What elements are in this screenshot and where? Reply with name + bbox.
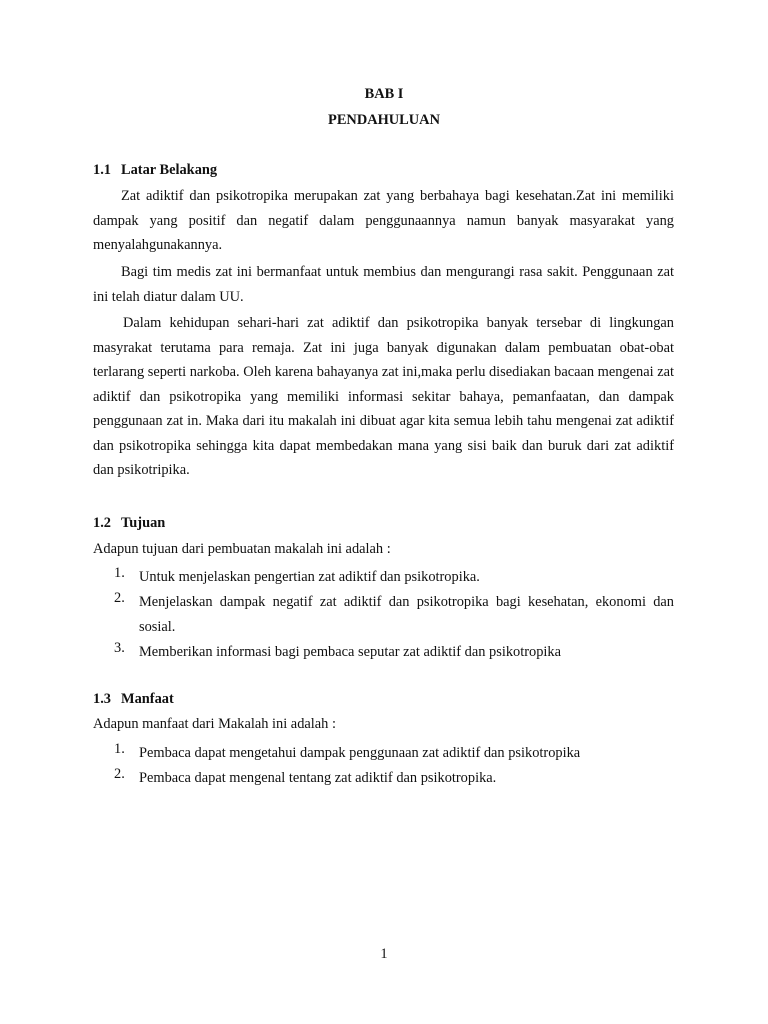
list-number: 2.	[114, 590, 125, 606]
list-text: Memberikan informasi bagi pembaca seputar zat adiktif dan psikotropika	[139, 644, 561, 660]
section-heading-tujuan	[93, 515, 165, 532]
list-item	[114, 640, 674, 665]
section-title: Manfaat	[121, 691, 174, 707]
section-heading-latar-belakang	[93, 162, 217, 179]
list-text: Untuk menjelaskan pengertian zat adiktif dan psikotropika.	[139, 569, 480, 585]
chapter-label: BAB I	[364, 86, 404, 102]
section-heading-manfaat	[93, 691, 174, 708]
section-intro: Adapun manfaat dari Makalah ini adalah :	[93, 716, 336, 732]
section-title: Tujuan	[121, 515, 166, 531]
list-number: 1.	[114, 565, 125, 581]
paragraph: Bagi tim medis zat ini bermanfaat untuk membius dan mengurangi rasa sakit. Penggunaan zat ini telah diatur dalam UU.	[93, 264, 674, 305]
list-item	[114, 766, 674, 791]
paragraph: Zat adiktif dan psikotropika merupakan zat yang berbahaya bagi kesehatan.Zat ini memiliki dampak yang positif dan negatif dalam penggunaannya namun banyak masyarakat yang menyalahgunakannya.	[93, 188, 674, 253]
list-item	[114, 565, 674, 590]
list-number: 2.	[114, 766, 125, 782]
section-number: 1.3	[93, 691, 111, 707]
paragraph: Dalam kehidupan sehari-hari zat adiktif dan psikotropika banyak tersebar di lingkungan masyrakat terutama para remaja. Zat ini juga banyak digunakan dalam pembuatan obat-obat terlarang seperti narkoba. Oleh karena bahayanya zat ini,maka perlu disediakan bacaan mengenai zat adiktif dan psikotropika yang memiliki informasi sekitar bahaya, pemanfaatan, dan dampak penggunaan zat in. Maka dari itu makalah ini dibuat agar kita semua lebih tahu mengenai zat adiktif dan psikotropika sehingga kita dapat membedakan mana yang sisi baik dan buruk dari zat adiktif dan psikotripika.	[93, 315, 674, 478]
list-text: Pembaca dapat mengenal tentang zat adiktif dan psikotropika.	[139, 770, 497, 786]
list-text: Pembaca dapat mengetahui dampak penggunaan zat adiktif dan psikotropika	[139, 745, 581, 761]
list-item	[114, 741, 674, 766]
page-number: 1	[380, 946, 388, 962]
list-number: 1.	[114, 741, 125, 757]
list-text: Menjelaskan dampak negatif zat adiktif dan psikotropika bagi kesehatan, ekonomi dan sosial.	[139, 594, 674, 635]
section-intro: Adapun tujuan dari pembuatan makalah ini adalah :	[93, 541, 391, 557]
section-number: 1.1	[93, 162, 111, 178]
list-number: 3.	[114, 640, 125, 656]
list-item	[114, 590, 674, 639]
chapter-title: PENDAHULUAN	[328, 112, 440, 128]
section-number: 1.2	[93, 515, 111, 531]
section-title: Latar Belakang	[121, 162, 218, 178]
